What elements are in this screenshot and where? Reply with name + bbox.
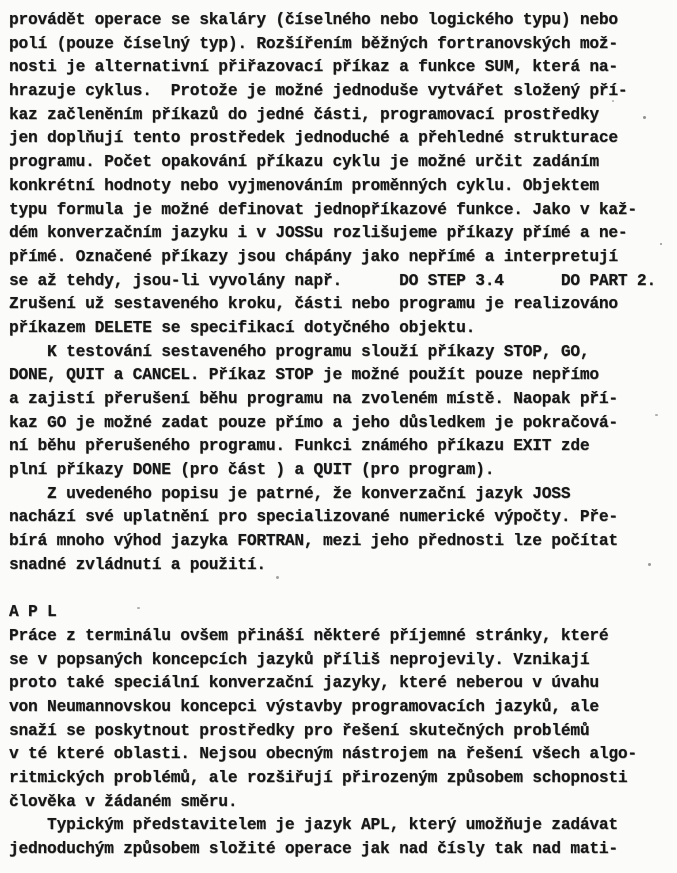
text-line: kaz GO je možné zadat pouze přímo a jeho důsledkem je pokračová-: [9, 413, 618, 432]
text-line: plní příkazy DONE (pro část ) a QUIT (pro program).: [9, 461, 495, 480]
text-line: se v popsaných koncepcích jazyků příliš neprojevily. Vznikají: [9, 650, 590, 669]
text-line: proto také speciální konverzační jazyky, které neberou v úvahu: [9, 674, 599, 693]
text-line: ní běhu přerušeného programu. Funkci známého příkazu EXIT zde: [9, 437, 590, 456]
text-line: jen doplňují tento prostředek jednoduché a přehledné strukturace: [9, 129, 618, 148]
paragraph-start-line: Z uvedeného popisu je patrné, že konverzační jazyk JOSS: [9, 484, 571, 503]
text-line: hrazuje cyklus. Protože je možné jednoduše vytvářet složený pří-: [9, 82, 628, 101]
scan-speck: [648, 563, 651, 566]
blank-line: [9, 578, 677, 602]
text-line: dém konverzačním jazyku i v JOSSu rozlišujeme příkazy přímé a ne-: [9, 224, 628, 243]
paragraph-start-line: Typickým představitelem je jazyk APL, který umožňuje zadávat: [9, 816, 618, 835]
text-line: konkrétní hodnoty nebo vyjmenováním proměnných cyklu. Objektem: [9, 176, 599, 195]
text-line: DONE, QUIT a CANCEL. Příkaz STOP je možné použít pouze nepřímo: [9, 366, 599, 385]
scan-speck: [137, 607, 140, 609]
scan-speck: [655, 414, 658, 416]
scan-speck: [612, 100, 614, 102]
text-line: polí (pouze číselný typ). Rozšířením běžných fortranovských mož-: [9, 34, 618, 53]
text-line: nachází své uplatnění pro specializované numerické výpočty. Pře-: [9, 508, 618, 527]
scan-speck: [276, 576, 279, 579]
text-line: snaží se poskytnout prostředky pro řešení skutečných problémů: [9, 721, 590, 740]
text-line: nosti je alternativní přiřazovací příkaz a funkce SUM, která na-: [9, 58, 618, 77]
text-line: ritmických problémů, ale rozšiřují přirozeným způsobem schopnosti: [9, 769, 628, 787]
text-line: programu. Počet opakování příkazu cyklu je možné určit zadáním: [9, 153, 599, 172]
paragraph-start-line: K testování sestaveného programu slouží příkazy STOP, GO,: [9, 342, 590, 361]
text-line: příkazem DELETE se specifikací dotyčného objektu.: [9, 318, 476, 337]
text-line: a zajistí přerušení běhu programu na zvoleném místě. Naopak pří-: [9, 390, 618, 408]
text-line: provádět operace se skaláry (číselného nebo logického typu) nebo: [9, 11, 618, 29]
text-line: člověka v žádaném směru.: [9, 792, 238, 811]
text-line: kaz začleněním příkazů do jedné části, programovací prostředky: [9, 105, 599, 124]
text-line: Zrušení už sestaveného kroku, části nebo programu je realizováno: [9, 295, 618, 314]
text-line: přímé. Označené příkazy jsou chápány jako nepřímé a interpretují: [9, 247, 618, 266]
scan-speck: [643, 116, 646, 119]
text-line: Práce z terminálu ovšem přináší některé příjemné stránky, které: [9, 626, 609, 645]
text-line: typu formula je možné definovat jednopříkazové funkce. Jako v kaž-: [9, 200, 637, 219]
text-line: bírá mnoho výhod jazyka FORTRAN, mezi jeho přednosti lze počítat: [9, 532, 618, 551]
text-line: v té které oblasti. Nejsou obecným nástrojem na řešení všech algo-: [9, 745, 637, 764]
text-line: von Neumannovskou koncepci výstavby programovacích jazyků, ale: [9, 697, 599, 716]
text-line-joss-commands: se až tehdy, jsou-li vyvolány např. DO STEP 3.4 DO PART 2.: [9, 271, 656, 290]
text-line: jednoduchým způsobem složité operace jak nad čísly tak nad mati-: [9, 840, 618, 859]
section-heading-apl: A P L: [9, 603, 57, 622]
scan-speck: [660, 243, 662, 245]
text-line: snadné zvládnutí a použití.: [9, 555, 266, 574]
